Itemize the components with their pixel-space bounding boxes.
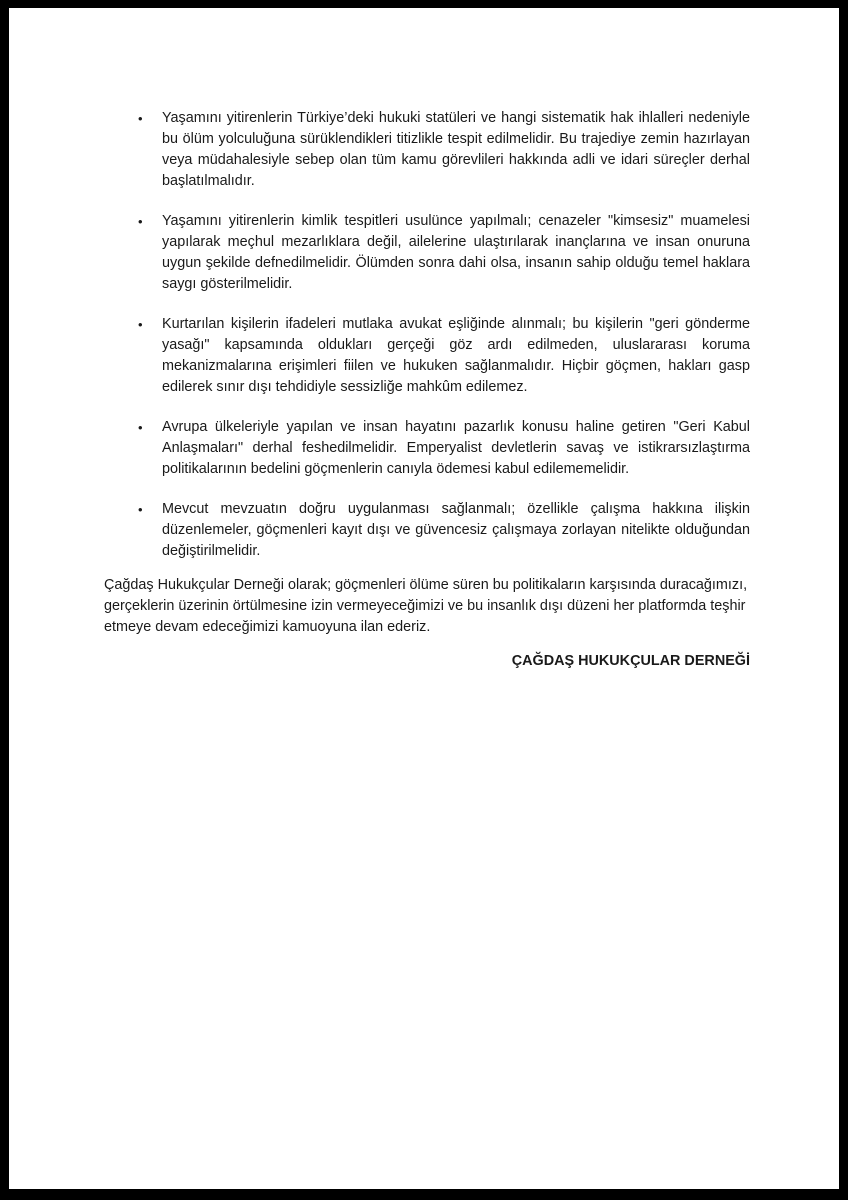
closing-paragraph: Çağdaş Hukukçular Derneği olarak; göçmenleri ölüme süren bu politikaların karşısında duracağımızı, gerçeklerin üzerinin örtülmesine izin vermeyeceğimizi ve bu insanlık dışı düzeni her platformda teşhir etmeye devam edeceğimizi kamuoyuna ilan ederiz.: [104, 577, 748, 635]
list-item: [104, 211, 750, 295]
list-item: [104, 108, 750, 192]
signature: ÇAĞDAŞ HUKUKÇULAR DERNEĞİ: [511, 653, 750, 669]
list-item: [104, 499, 750, 562]
document-page: [9, 8, 839, 1189]
list-item-text: Yaşamını yitirenlerin kimlik tespitleri usulünce yapılmalı; cenazeler "kimsesiz" muamelesi yapılarak meçhul mezarlıklara değil, ailelerine ulaştırılarak inançlarına ve insan onuruna uygun şekilde defnedilmelidir. Ölümden sonra dahi olsa, insanın sahip olduğu temel haklara saygı gösterilmelidir.: [162, 213, 750, 292]
bullet-icon: •: [138, 420, 143, 435]
list-item-text: Avrupa ülkeleriyle yapılan ve insan hayatını pazarlık konusu haline getiren "Geri Kabul Anlaşmaları" derhal feshedilmelidir. Emperyalist devletlerin savaş ve istikrarsızlaştırma politikalarının bedelini göçmenlerin canıyla ödemesi kabul edilememelidir.: [162, 419, 750, 477]
bullet-icon: •: [138, 317, 143, 332]
list-item-text: Yaşamını yitirenlerin Türkiye’deki hukuki statüleri ve hangi sistematik hak ihlalleri nedeniyle bu ölüm yolculuğuna sürüklendikleri titizlikle tespit edilmelidir. Bu trajediye zemin hazırlayan veya müdahalesiyle sebep olan tüm kamu görevlileri hakkında adli ve idari süreçler derhal başlatılmalıdır.: [162, 110, 750, 189]
list-item-text: Mevcut mevzuatın doğru uygulanması sağlanmalı; özellikle çalışma hakkına ilişkin düzenlemeler, göçmenleri kayıt dışı ve güvencesiz çalışmaya zorlayan nitelikte olduğundan değiştirilmelidir.: [162, 501, 750, 559]
demands-list: [104, 108, 750, 562]
list-item: [104, 417, 750, 480]
bullet-icon: •: [138, 502, 143, 517]
list-item: [104, 314, 750, 398]
list-item-text: Kurtarılan kişilerin ifadeleri mutlaka avukat eşliğinde alınmalı; bu kişilerin "geri gönderme yasağı" kapsamında oldukları gerçeği göz ardı edilmeden, uluslararası koruma mekanizmalarına erişimleri fiilen ve hukuken sağlanmalıdır. Hiçbir göçmen, hakları gasp edilerek sınır dışı tehdidiyle sessizliğe mahkûm edilemez.: [162, 316, 750, 395]
bullet-icon: •: [138, 214, 143, 229]
document-body: [104, 108, 750, 672]
bullet-icon: •: [138, 111, 143, 126]
